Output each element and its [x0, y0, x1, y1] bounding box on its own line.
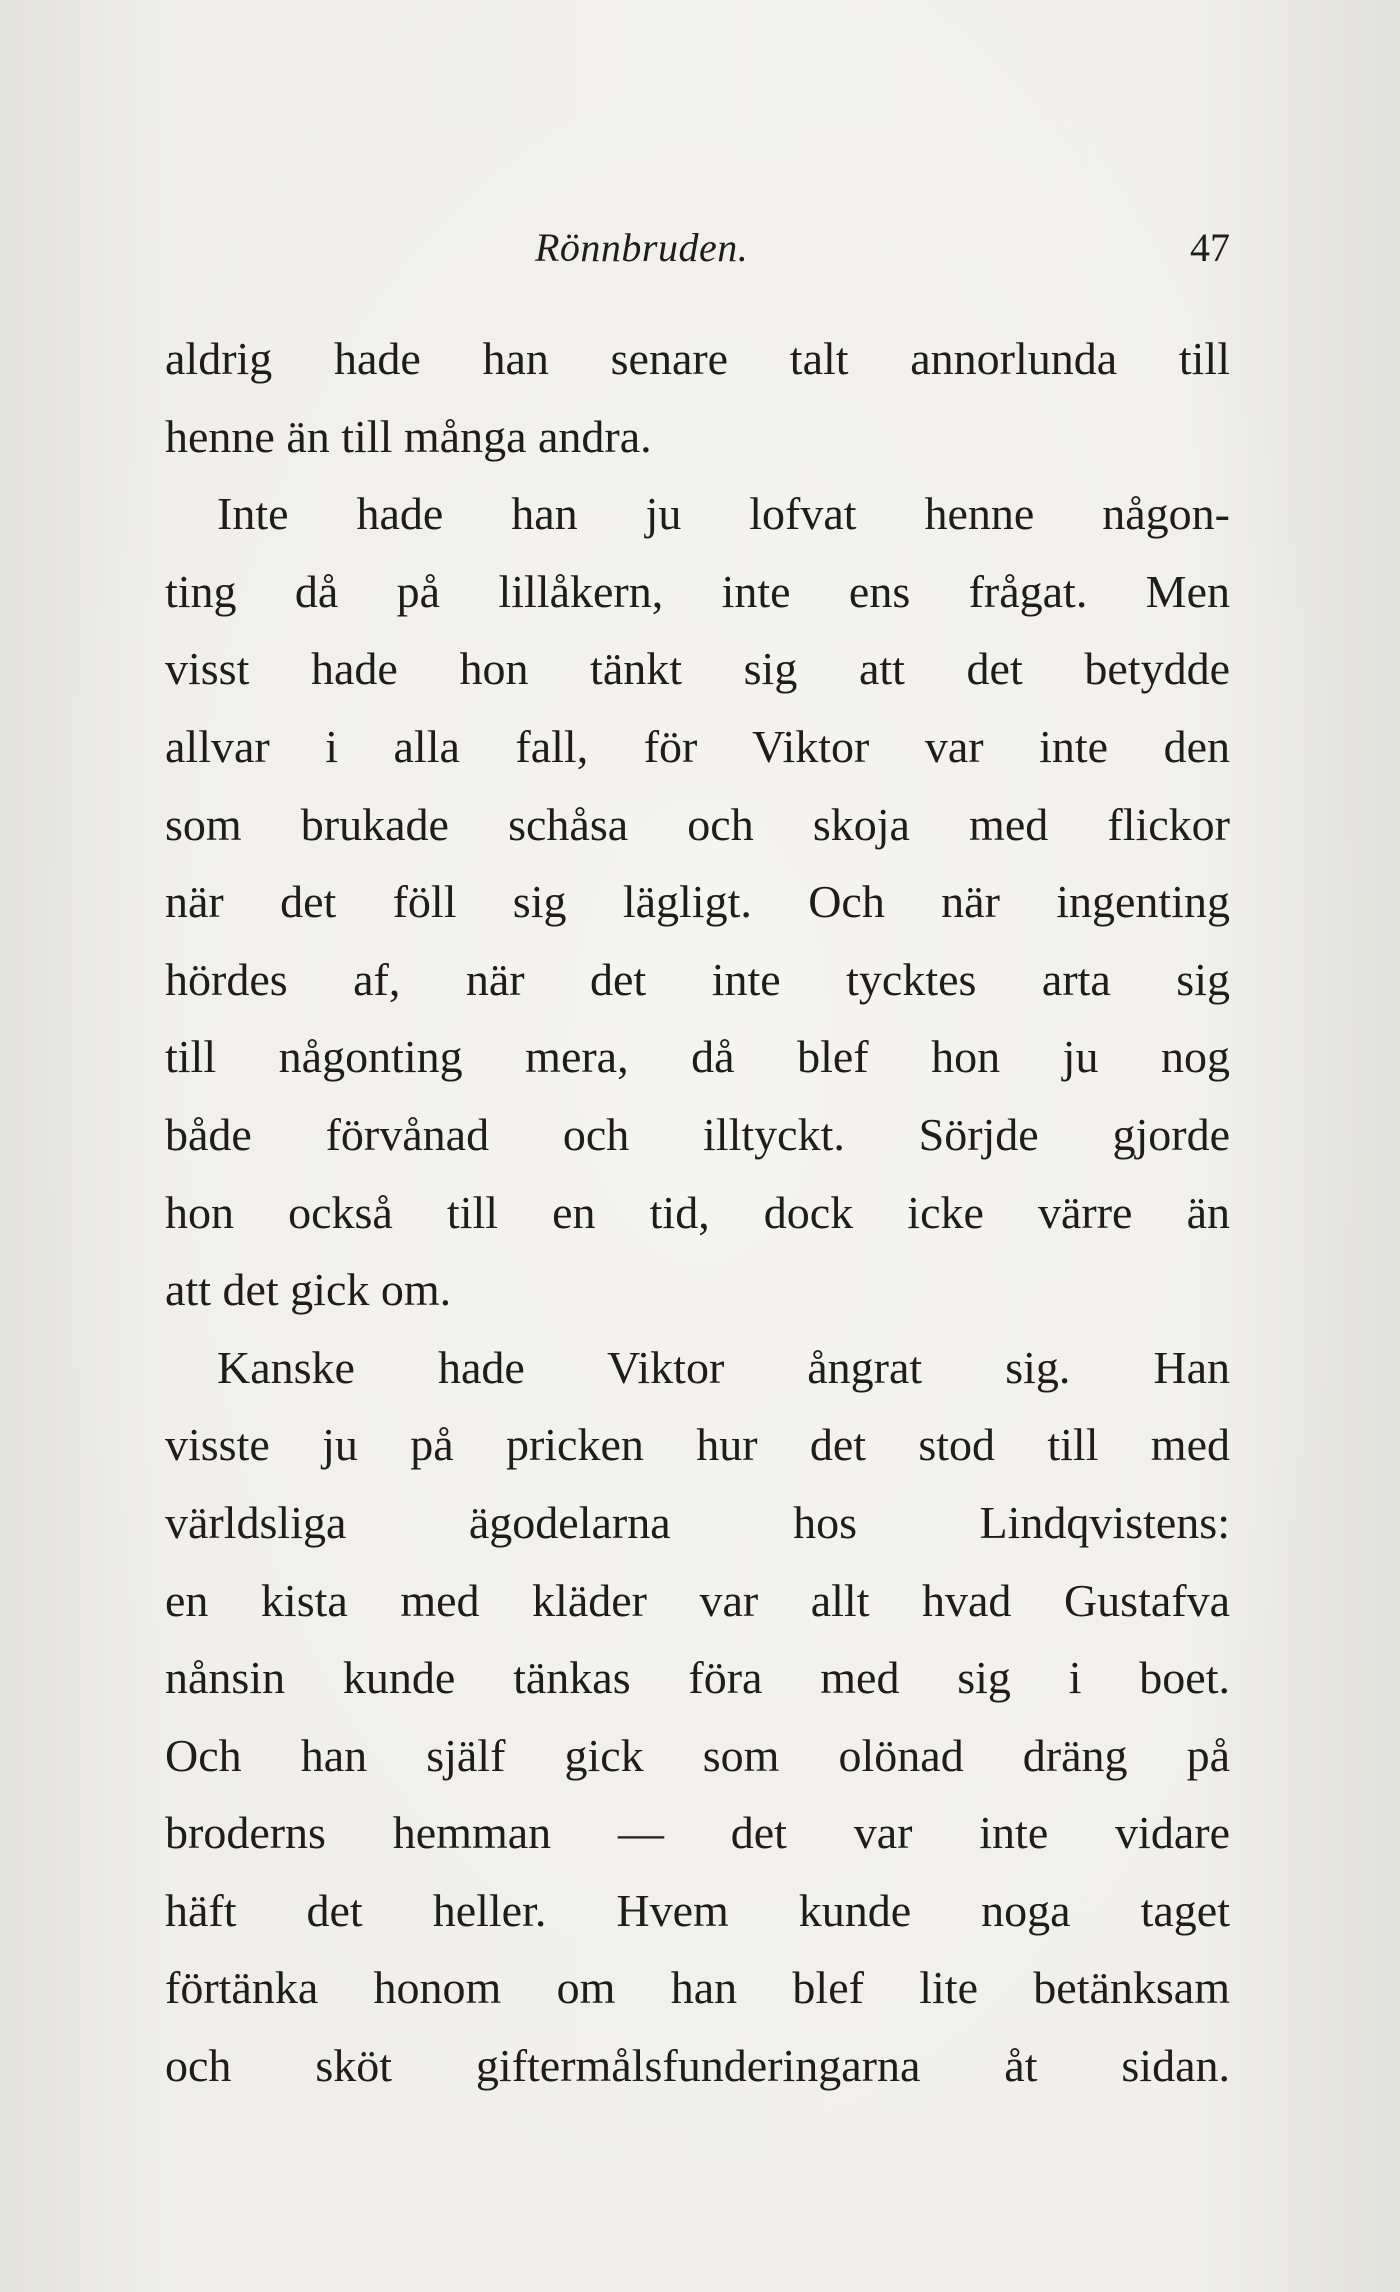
- text-line: en kista med kläder var allt hvad Gustafva: [165, 1574, 1230, 1626]
- text-line: Och han själf gick som olönad dräng på: [165, 1729, 1230, 1781]
- text-line: henne än till många andra.: [165, 410, 652, 462]
- text-line: visste ju på pricken hur det stod till med: [165, 1419, 1230, 1471]
- text-line: hördes af, när det inte tycktes arta sig: [165, 953, 1230, 1005]
- text-line: och sköt giftermålsfunderingarna åt sidan.: [165, 2040, 1230, 2092]
- text-line: att det gick om.: [165, 1264, 452, 1316]
- text-line: hon också till en tid, dock icke värre än: [165, 1186, 1230, 1238]
- text-line: nånsin kunde tänkas föra med sig i boet.: [165, 1652, 1230, 1704]
- text-line: när det föll sig lägligt. Och när ingenting: [165, 876, 1230, 928]
- text-line: häft det heller. Hvem kunde noga taget: [165, 1884, 1230, 1936]
- running-title: Rönnbruden.: [535, 225, 749, 270]
- text-line: både förvånad och illtyckt. Sörjde gjorde: [165, 1108, 1230, 1160]
- text-line: Kanske hade Viktor ångrat sig. Han: [217, 1341, 1230, 1393]
- body-text: [165, 320, 1230, 2105]
- text-line: allvar i alla fall, för Viktor var inte den: [165, 720, 1230, 772]
- text-line: ting då på lillåkern, inte ens frågat. Men: [165, 565, 1230, 617]
- text-line: broderns hemman — det var inte vidare: [165, 1807, 1230, 1859]
- text-line: till någonting mera, då blef hon ju nog: [165, 1031, 1230, 1083]
- page-number: 47: [1190, 225, 1230, 270]
- text-line: som brukade schåsa och skoja med flickor: [165, 798, 1230, 850]
- text-line: världsliga ägodelarna hos Lindqvistens:: [165, 1496, 1230, 1548]
- text-line: aldrig hade han senare talt annorlunda till: [165, 333, 1230, 384]
- text-line: visst hade hon tänkt sig att det betydde: [165, 643, 1230, 695]
- text-line: förtänka honom om han blef lite betänksam: [165, 1962, 1230, 2014]
- page-header: [165, 218, 1230, 278]
- text-line: Inte hade han ju lofvat henne någon-: [217, 488, 1230, 540]
